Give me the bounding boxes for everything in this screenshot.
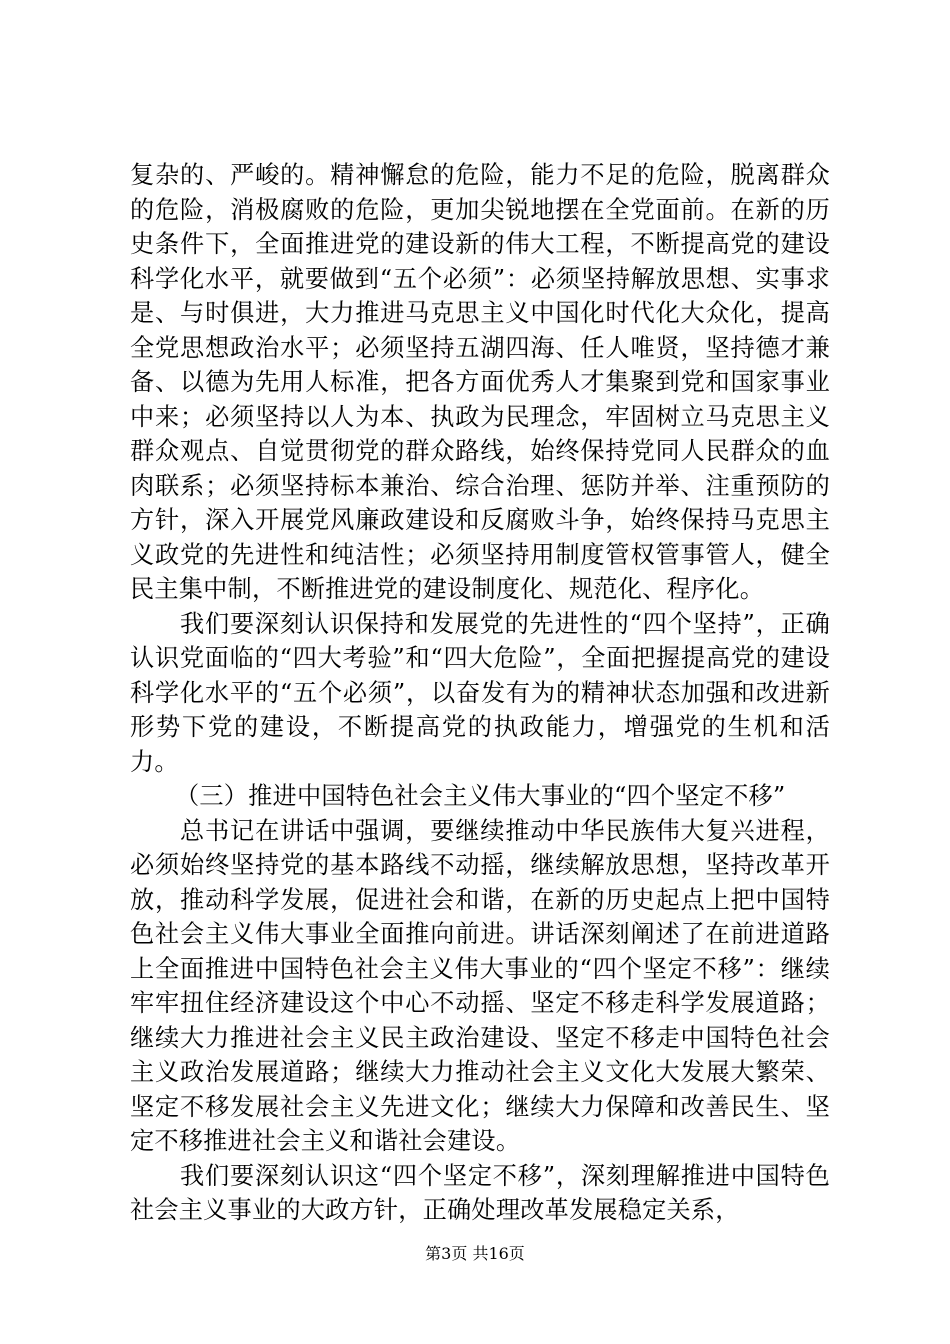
document-body <box>130 158 830 1228</box>
paragraph-general-secretary-speech: 总书记在讲话中强调，要继续推动中华民族伟大复兴进程，必须始终坚持党的基本路线不动摇，继续解放思想，坚持改革开放，推动科学发展，促进社会和谐，在新的历史起点上把中国特色社会主义伟大事业全面推向前进。讲话深刻阐述了在前进道路上全面推进中国特色社会主义伟大事业的“四个坚定不移”：继续牢牢扭住经济建设这个中心不动摇、坚定不移走科学发展道路；继续大力推进社会主义民主政治建设、坚定不移走中国特色社会主义政治发展道路；继续大力推动社会主义文化大发展大繁荣、坚定不移发展社会主义先进文化；继续大力保障和改善民生、坚定不移推进社会主义和谐社会建设。 <box>130 816 830 1155</box>
paragraph-five-musts-continued: 复杂的、严峻的。精神懈怠的危险，能力不足的危险，脱离群众的危险，消极腐败的危险，更加尖锐地摆在全党面前。在新的历史条件下，全面推进党的建设新的伟大工程，不断提高党的建设科学化水平，就要做到“五个必须”：必须坚持解放思想、实事求是、与时俱进，大力推进马克思主义中国化时代化大众化，提高全党思想政治水平；必须坚持五湖四海、任人唯贤，坚持德才兼备、以德为先用人标准，把各方面优秀人才集聚到党和国家事业中来；必须坚持以人为本、执政为民理念，牢固树立马克思主义群众观点、自觉贯彻党的群众路线，始终保持党同人民群众的血肉联系；必须坚持标本兼治、综合治理、惩防并举、注重预防的方针，深入开展党风廉政建设和反腐败斗争，始终保持马克思主义政党的先进性和纯洁性；必须坚持用制度管权管事管人，健全民主集中制，不断推进党的建设制度化、规范化、程序化。 <box>130 161 830 603</box>
paragraph-understanding-advancement: 我们要深刻认识保持和发展党的先进性的“四个坚持”，正确认识党面临的“四大考验”和“四大危险”，全面把握提高党的建设科学化水平的“五个必须”，以奋发有为的精神状态加强和改进新形势下党的建设，不断提高党的执政能力，增强党的生机和活力。 <box>130 609 830 776</box>
paragraph-deep-understanding: 我们要深刻认识这“四个坚定不移”，深刻理解推进中国特色社会主义事业的大政方针，正确处理改革发展稳定关系， <box>130 1161 830 1224</box>
page-number-footer: 第3页 共16页 <box>425 1244 525 1263</box>
section-heading-four-unwavering: （三）推进中国特色社会主义伟大事业的“四个坚定不移” <box>175 782 786 810</box>
